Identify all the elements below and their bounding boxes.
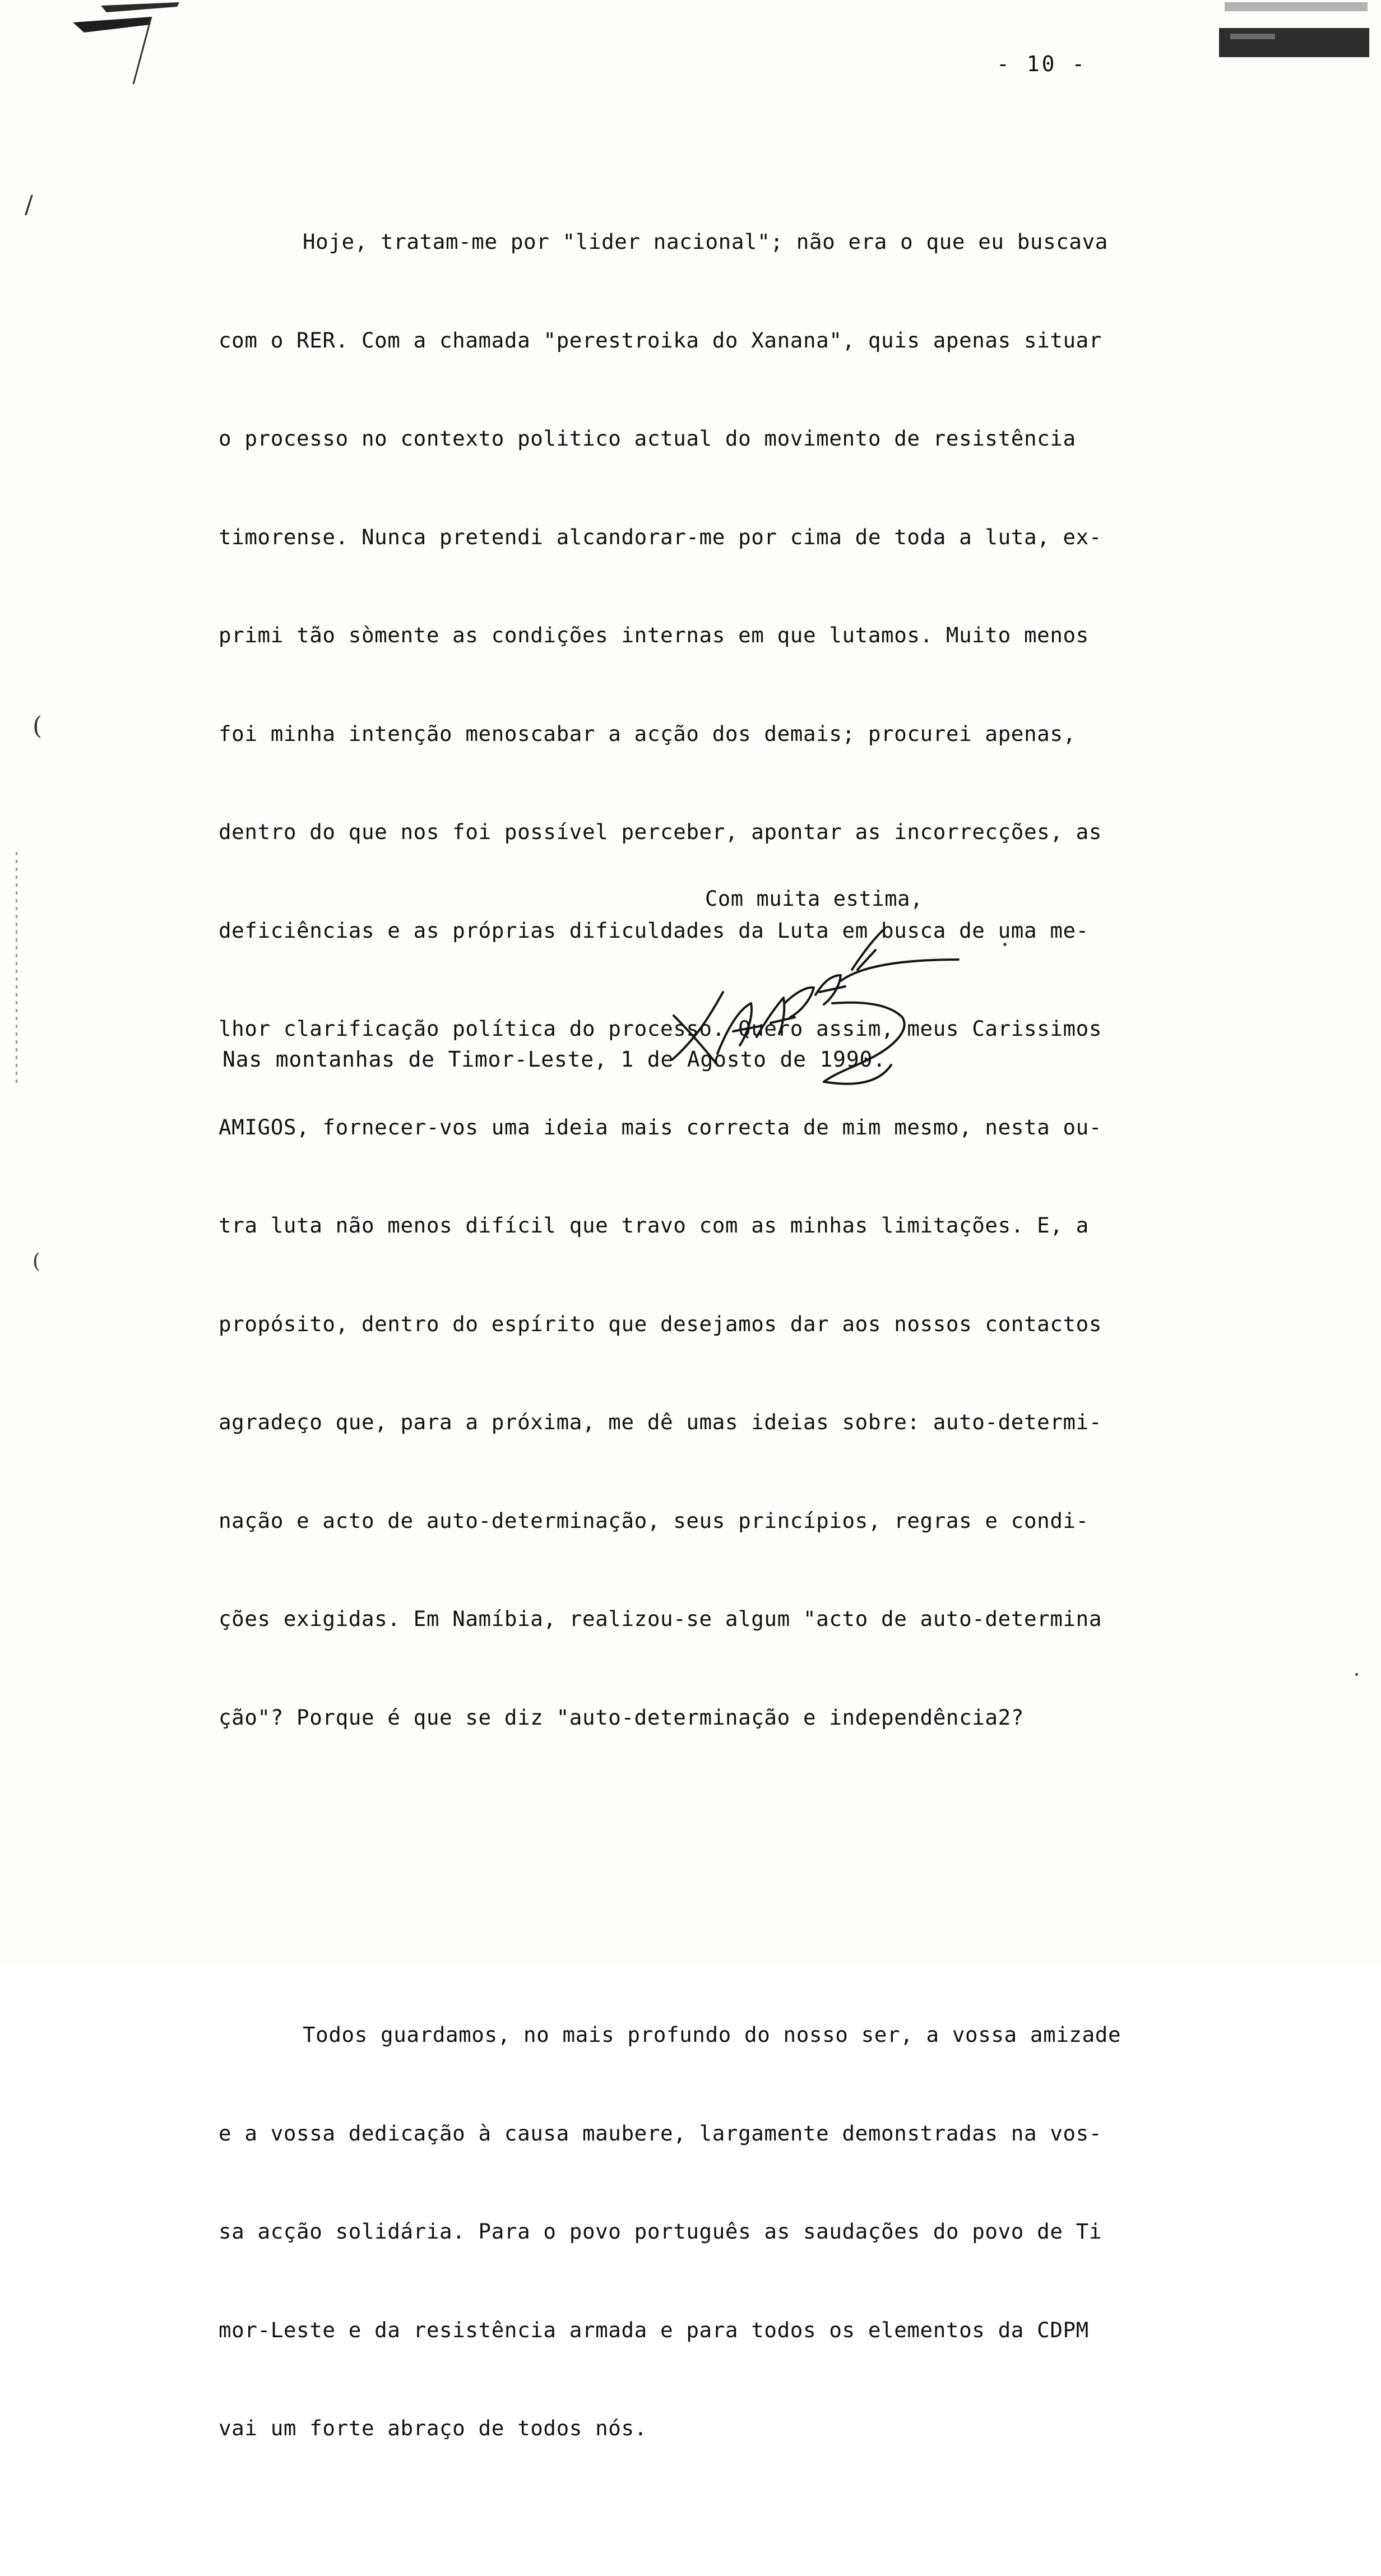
place-and-date: Nas montanhas de Timor-Leste, 1 de Agosto de 1990. [223, 1047, 886, 1072]
text-line: dentro do que nos foi possível perceber, apontar as incorrecções, as [219, 819, 1102, 844]
text-line: tra luta não menos difícil que travo com as minhas limitações. E, a [219, 1213, 1089, 1238]
text-line: Todos guardamos, no mais profundo do nosso ser, a vossa amizade [303, 2022, 1122, 2047]
paragraph-gap [219, 1865, 1194, 1887]
letter-body [219, 94, 1194, 2576]
text-line: agradeço que, para a próxima, me dê umas ideias sobre: auto-determi- [219, 1410, 1102, 1434]
closing-salutation: Com muita estima, [705, 887, 923, 911]
scan-speck [1355, 1673, 1358, 1676]
margin-scan-line [16, 852, 17, 1087]
text-line: vai um forte abraço de todos nós. [219, 2416, 647, 2440]
text-line: ções exigidas. Em Namíbia, realizou-se algum "acto de auto-determina [219, 1606, 1102, 1631]
margin-mark: / [25, 191, 33, 219]
text-line: com o RER. Com a chamada "perestroika do Xanana", quis apenas situar [219, 327, 1102, 353]
text-line: deficiências e as próprias dificuldades da Luta em busca de uma me- [219, 918, 1089, 943]
page-number: - 10 - [997, 52, 1087, 76]
text-line: timorense. Nunca pretendi alcandorar-me por cima de toda a luta, ex- [219, 524, 1102, 549]
text-line: mor-Leste e da resistência armada e para todos os elementos da CDPM [219, 2317, 1089, 2342]
text-line: foi minha intenção menoscabar a acção dos demais; procurei apenas, [219, 721, 1076, 746]
margin-mark: ( [33, 712, 43, 740]
text-line: o processo no contexto politico actual do movimento de resistência [219, 426, 1076, 451]
text-line: nação e acto de auto-determinação, seus princípios, regras e condi- [219, 1508, 1089, 1533]
margin-mark: ( [33, 1250, 41, 1273]
text-line: propósito, dentro do espírito que desejamos dar aos nossos contactos [219, 1311, 1102, 1336]
text-line: Hoje, tratam-me por "lider nacional"; não era o que eu buscava [303, 229, 1108, 254]
text-line: lhor clarificação política do processo. Quero assim, meus Carissimos [219, 1016, 1102, 1041]
text-line: sa acção solidária. Para o povo português as saudações do povo de Ti [219, 2219, 1102, 2244]
scan-artifact-top-left [67, 0, 179, 90]
text-line: primi tão sòmente as condições internas em que lutamos. Muito menos [219, 623, 1089, 647]
paragraph-2 [219, 1953, 1194, 2510]
text-line: AMIGOS, fornecer-vos uma ideia mais correcta de mim mesmo, nesta ou- [219, 1114, 1102, 1139]
scan-artifact-top-right [1219, 0, 1370, 62]
text-line: e a vossa dedicação à causa maubere, largamente demonstradas na vos- [219, 2120, 1102, 2146]
handwritten-signature [656, 897, 992, 1110]
text-line: ção"? Porque é que se diz "auto-determinação e independência2? [219, 1704, 1024, 1730]
